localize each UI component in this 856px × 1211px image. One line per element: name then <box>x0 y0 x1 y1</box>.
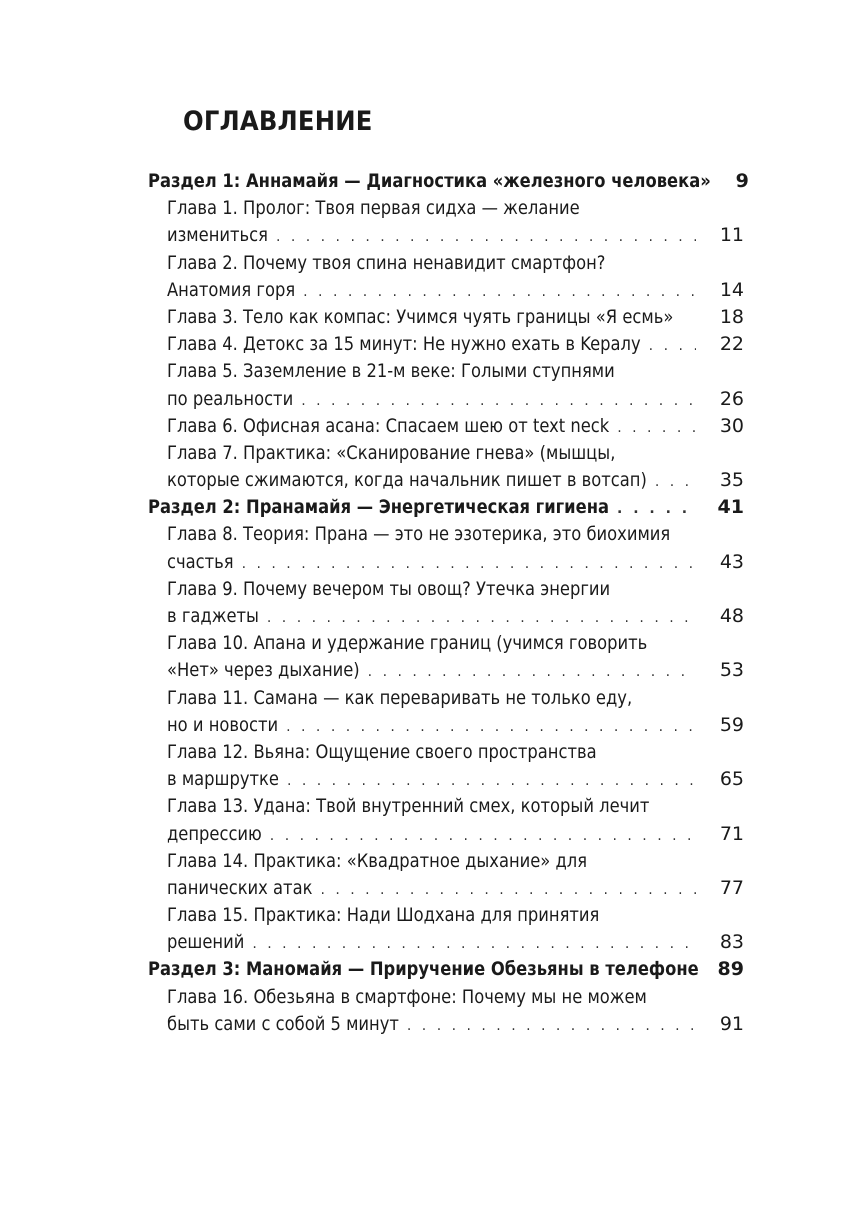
dot-leader <box>368 659 696 686</box>
toc-line <box>167 821 744 848</box>
toc-line <box>167 739 744 766</box>
toc-entry-text: Раздел 2: Пранамайя — Энергетическая гигиена <box>148 496 610 519</box>
toc-section <box>148 956 744 983</box>
toc-entry-text: Глава 11. Самана — как переваривать не только еду, <box>167 686 633 709</box>
toc-chapter <box>148 630 744 684</box>
page-number: 83 <box>719 931 744 954</box>
toc-line <box>167 304 744 331</box>
toc-line <box>167 222 744 249</box>
page-title: ОГЛАВЛЕНИЕ <box>183 106 373 137</box>
toc-chapter <box>148 358 744 412</box>
toc-entry-text: решений <box>167 931 245 954</box>
toc-entry-text: Глава 13. Удана: Твой внутренний смех, который лечит <box>167 795 650 818</box>
toc-line <box>167 875 744 902</box>
toc-line <box>148 168 749 195</box>
toc-line <box>167 848 744 875</box>
page-number: 18 <box>719 305 744 328</box>
toc-entry-text: Глава 4. Детокс за 15 минут: Не нужно ехать в Keралу <box>167 333 641 356</box>
toc-line <box>167 766 744 793</box>
dot-leader <box>276 224 696 251</box>
toc-entry-text: в маршрутке <box>167 768 279 791</box>
toc-line <box>167 521 744 548</box>
dot-leader <box>407 1013 696 1040</box>
page-number: 91 <box>719 1012 744 1035</box>
toc-chapter <box>148 413 744 440</box>
page-number: 71 <box>719 822 744 845</box>
toc-line <box>167 413 744 440</box>
page-number: 65 <box>719 768 744 791</box>
toc-line <box>167 467 744 494</box>
toc-entry-text: Раздел 1: Аннамайя — Диагностика «железного человека» <box>148 170 711 192</box>
toc-entry-text: но и новости <box>167 713 279 736</box>
toc-entry-text: Глава 12. Вьяна: Ощущение своего пространства <box>167 740 597 763</box>
toc-line <box>167 984 744 1011</box>
toc-entry-text: Раздел 3: Маномайя — Приручение Обезьяны в телефоне <box>148 958 699 981</box>
toc-chapter <box>148 195 744 249</box>
toc-line <box>148 956 744 983</box>
toc-entry-text: счастья <box>167 550 234 573</box>
toc-entry-text: депрессию <box>167 822 262 845</box>
toc-chapter <box>148 576 744 630</box>
toc-chapter <box>148 331 744 358</box>
toc-chapter <box>148 521 744 575</box>
toc-entry-text: Глава 1. Пролог: Твоя первая сидха — желание <box>167 197 580 220</box>
dot-leader <box>270 823 696 850</box>
toc-chapter <box>148 250 744 304</box>
page-number: 30 <box>719 414 744 437</box>
toc-line <box>167 331 744 358</box>
page-number: 35 <box>719 469 744 492</box>
toc-line <box>167 440 744 467</box>
toc-line <box>167 657 744 684</box>
page-number: 77 <box>719 876 744 899</box>
toc-line <box>167 386 744 413</box>
page-number: 11 <box>719 224 744 247</box>
toc-chapter <box>148 848 744 902</box>
toc-line <box>167 630 744 657</box>
toc-entry-text: Глава 14. Практика: «Квадратное дыхание» для <box>167 849 588 872</box>
dot-leader <box>242 551 696 578</box>
toc-entry-text: Глава 10. Апана и удержание границ (учимся говорить <box>167 632 648 655</box>
toc-entry-text: Глава 7. Практика: «Сканирование гнева» (мышцы, <box>167 441 616 464</box>
toc-line <box>167 277 744 304</box>
toc-entry-text: Глава 6. Офисная асана: Спасаем шею от text neck <box>167 414 610 437</box>
dot-leader <box>301 388 696 415</box>
toc-chapter <box>148 304 744 331</box>
toc-line <box>167 603 744 630</box>
dot-leader <box>655 469 696 496</box>
toc-entry-text: быть сами с собой 5 минут <box>167 1012 399 1035</box>
toc-line <box>167 902 744 929</box>
page-number: 41 <box>717 496 744 519</box>
toc-entry-text: Глава 15. Практика: Нади Шодхана для принятия <box>167 904 600 927</box>
toc-entry-text: в гаджеты <box>167 605 259 627</box>
table-of-contents <box>148 168 749 1038</box>
toc-entry-text: панических атак <box>167 876 313 899</box>
dot-leader <box>303 279 696 306</box>
toc-entry-text: измениться <box>167 224 268 247</box>
page-number: 43 <box>719 550 744 573</box>
toc-section <box>148 168 749 195</box>
toc-entry-text: Глава 3. Тело как компас: Учимся чуять границы «Я есмь» <box>167 305 674 328</box>
toc-entry-text: которые сжимаются, когда начальник пишет в вотсап) <box>167 469 647 492</box>
page-number: 53 <box>719 659 744 682</box>
toc-entry-text: Глава 2. Почему твоя спина ненавидит смартфон? <box>167 251 606 274</box>
page-number: 26 <box>719 387 744 410</box>
toc-line <box>148 494 744 521</box>
toc-chapter <box>148 902 744 956</box>
toc-section <box>148 494 744 521</box>
toc-chapter <box>148 739 744 793</box>
dot-leader <box>252 931 696 958</box>
toc-line <box>167 250 744 277</box>
toc-entry-text: Глава 9. Почему вечером ты овощ? Утечка энергии <box>167 577 611 600</box>
toc-line <box>167 929 744 956</box>
toc-entry-text: Глава 5. Заземление в 21-м веке: Голыми ступнями <box>167 360 615 383</box>
toc-line <box>167 549 744 576</box>
dot-leader <box>617 496 696 523</box>
toc-entry-text: Глава 8. Теория: Прана — это не эзотерика, это биохимия <box>167 523 671 546</box>
page-number: 9 <box>735 170 749 192</box>
toc-line <box>167 576 744 603</box>
toc-entry-text: Анатомия горя <box>167 278 296 301</box>
page-number: 89 <box>717 958 744 981</box>
toc-line <box>167 712 744 739</box>
dot-leader <box>287 768 696 795</box>
page-number: 14 <box>719 278 744 301</box>
toc-line <box>167 1011 744 1038</box>
dot-leader <box>649 333 696 360</box>
dot-leader <box>286 714 696 741</box>
toc-chapter <box>148 793 744 847</box>
toc-chapter <box>148 440 744 494</box>
toc-entry-text: Глава 16. Обезьяна в смартфоне: Почему мы не можем <box>167 985 647 1008</box>
toc-line <box>167 195 744 222</box>
toc-line <box>167 358 744 385</box>
dot-leader <box>617 415 696 442</box>
page-number: 48 <box>719 605 744 627</box>
toc-chapter <box>148 685 744 739</box>
toc-entry-text: по реальности <box>167 387 294 410</box>
toc-entry-text: «Нет» через дыхание) <box>167 659 360 682</box>
toc-chapter <box>148 984 744 1038</box>
page-number: 22 <box>719 333 744 356</box>
dot-leader <box>267 605 696 632</box>
dot-leader <box>320 877 696 904</box>
toc-line <box>167 793 744 820</box>
page-number: 59 <box>719 713 744 736</box>
toc-line <box>167 685 744 712</box>
